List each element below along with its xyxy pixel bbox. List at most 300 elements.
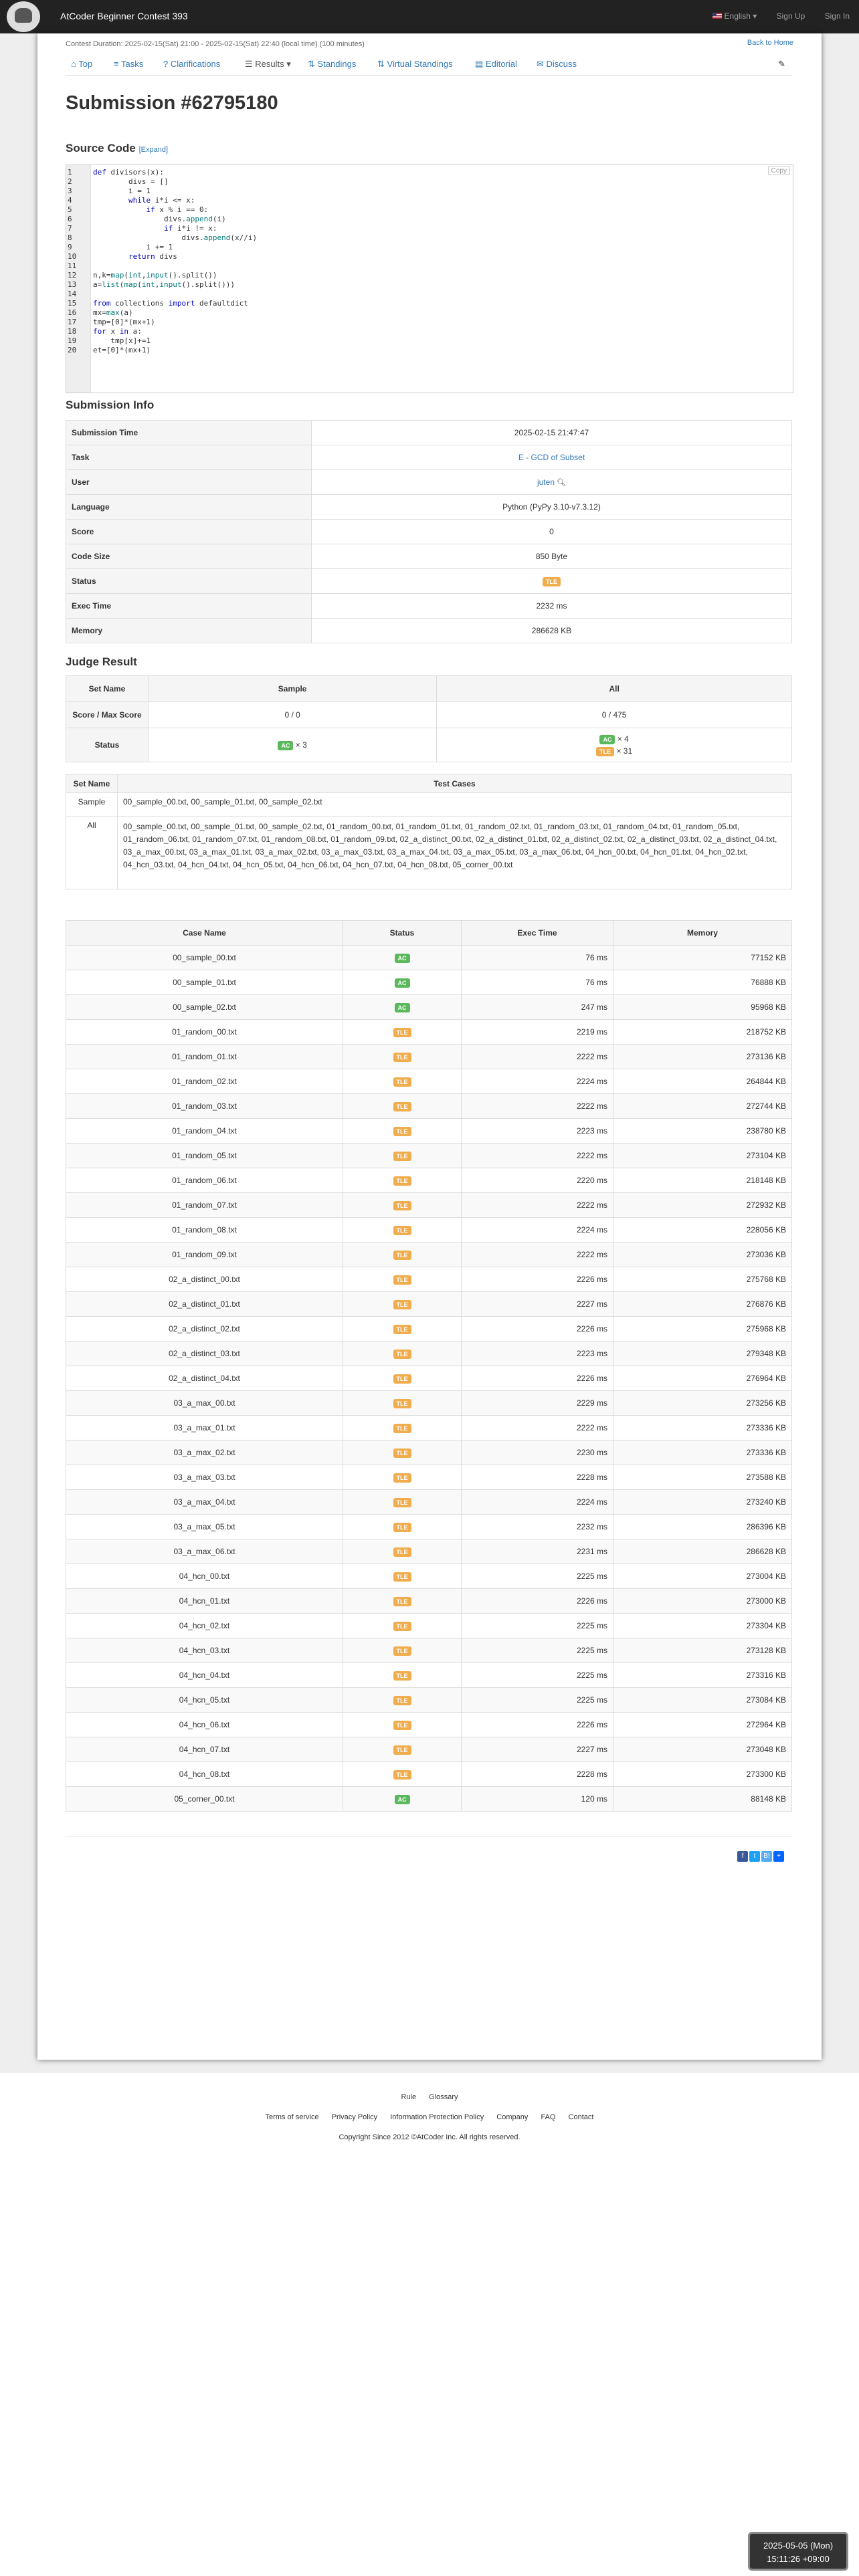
case-exec-time: 76 ms — [462, 946, 613, 970]
contact-link[interactable]: Contact — [568, 2113, 594, 2121]
tle-badge: TLE — [393, 1770, 411, 1780]
twitter-icon[interactable]: t — [749, 1851, 760, 1862]
tab-clarifications[interactable]: ? Clarifications — [163, 59, 221, 69]
sign-in-link[interactable]: Sign In — [824, 11, 850, 21]
tle-badge: TLE — [393, 1671, 411, 1681]
table-row — [66, 1614, 792, 1638]
case-memory: 279348 KB — [613, 1341, 792, 1366]
case-memory: 273300 KB — [613, 1762, 792, 1787]
sign-up-link[interactable]: Sign Up — [776, 11, 805, 21]
case-name: 02_a_distinct_03.txt — [66, 1341, 343, 1366]
facebook-icon[interactable]: f — [737, 1851, 748, 1862]
top-navbar — [0, 0, 859, 33]
case-name: 04_hcn_01.txt — [66, 1589, 343, 1614]
case-status — [343, 1045, 462, 1069]
tle-badge: TLE — [393, 1448, 411, 1458]
tle-badge: TLE — [393, 1374, 411, 1384]
tle-badge: TLE — [393, 1226, 411, 1235]
pin-icon[interactable]: ✎ — [778, 59, 785, 69]
ac-badge: AC — [278, 741, 293, 750]
tle-badge: TLE — [393, 1350, 411, 1359]
judge-all-status: AC × 4 TLE × 31 — [437, 728, 792, 762]
case-status — [343, 1737, 462, 1762]
tle-badge: TLE — [393, 1028, 411, 1037]
case-name: 04_hcn_02.txt — [66, 1614, 343, 1638]
case-exec-time: 2229 ms — [462, 1391, 613, 1416]
line-number: 2 — [68, 177, 72, 186]
table-row — [66, 1490, 792, 1515]
case-memory: 273004 KB — [613, 1564, 792, 1589]
case-memory: 286628 KB — [613, 1539, 792, 1564]
table-row — [66, 1144, 792, 1168]
case-memory: 273048 KB — [613, 1737, 792, 1762]
info-value: 850 Byte — [312, 544, 792, 569]
faq-link[interactable]: FAQ — [541, 2113, 556, 2121]
info-row — [66, 470, 792, 495]
results-col-case: Case Name — [66, 921, 343, 946]
table-row — [66, 1119, 792, 1144]
case-status — [343, 1069, 462, 1094]
case-name: 03_a_max_01.txt — [66, 1416, 343, 1440]
info-label: User — [66, 470, 312, 495]
submission-info-heading: Submission Info — [66, 399, 155, 411]
info-row — [66, 569, 792, 594]
table-row — [66, 1688, 792, 1713]
info-value: 286628 KB — [312, 619, 792, 643]
table-row — [66, 1243, 792, 1267]
table-row — [66, 946, 792, 970]
tle-badge: TLE — [393, 1473, 411, 1483]
results-col-memory: Memory — [613, 921, 792, 946]
case-status — [343, 970, 462, 995]
info-label: Code Size — [66, 544, 312, 569]
case-exec-time: 76 ms — [462, 970, 613, 995]
case-exec-time: 2224 ms — [462, 1218, 613, 1243]
question-icon: ? — [163, 59, 169, 69]
info-label: Language — [66, 495, 312, 520]
case-status — [343, 1515, 462, 1539]
table-row — [66, 1416, 792, 1440]
case-name: 01_random_06.txt — [66, 1168, 343, 1193]
case-status — [343, 1589, 462, 1614]
case-exec-time: 2222 ms — [462, 1193, 613, 1218]
case-exec-time: 2228 ms — [462, 1465, 613, 1490]
user-link[interactable]: juten — [537, 477, 555, 487]
tle-badge: TLE — [393, 1300, 411, 1309]
code-text: while i*i <= x: — [128, 196, 195, 205]
footer-row-2 — [0, 2113, 859, 2121]
case-name: 02_a_distinct_00.txt — [66, 1267, 343, 1292]
case-status — [343, 1713, 462, 1737]
test-sets-table — [66, 774, 792, 889]
table-row — [66, 995, 792, 1020]
case-exec-time: 2227 ms — [462, 1292, 613, 1317]
tle-badge: TLE — [393, 1597, 411, 1606]
case-exec-time: 2223 ms — [462, 1119, 613, 1144]
case-memory: 272932 KB — [613, 1193, 792, 1218]
case-name: 01_random_04.txt — [66, 1119, 343, 1144]
case-memory: 238780 KB — [613, 1119, 792, 1144]
company-link[interactable]: Company — [496, 2113, 529, 2121]
sets-col-test-cases: Test Cases — [118, 775, 792, 793]
case-status — [343, 1440, 462, 1465]
case-exec-time: 2225 ms — [462, 1614, 613, 1638]
case-name: 01_random_00.txt — [66, 1020, 343, 1045]
table-row — [66, 1737, 792, 1762]
case-name: 00_sample_00.txt — [66, 946, 343, 970]
info-status — [312, 569, 792, 594]
case-memory: 273588 KB — [613, 1465, 792, 1490]
table-row — [66, 1069, 792, 1094]
back-to-home-link[interactable]: Back to Home — [747, 39, 793, 47]
case-name: 04_hcn_00.txt — [66, 1564, 343, 1589]
case-memory: 273256 KB — [613, 1391, 792, 1416]
judge-score-label: Score / Max Score — [66, 702, 149, 728]
case-exec-time: 120 ms — [462, 1787, 613, 1812]
case-exec-time: 2226 ms — [462, 1267, 613, 1292]
code-text: divs.append(i) — [93, 215, 226, 223]
info-row — [66, 445, 792, 470]
case-exec-time: 2225 ms — [462, 1663, 613, 1688]
case-memory: 273136 KB — [613, 1045, 792, 1069]
case-exec-time: 2219 ms — [462, 1020, 613, 1045]
case-memory: 264844 KB — [613, 1069, 792, 1094]
code-text: i = 1 — [93, 187, 151, 195]
info-label: Task — [66, 445, 312, 470]
tab-virtual-standings[interactable]: ⇅ Virtual Standings — [377, 59, 453, 69]
copyright: Copyright Since 2012 ©AtCoder Inc. All rights reserved. — [339, 2133, 520, 2141]
case-memory: 273128 KB — [613, 1638, 792, 1663]
info-value: 2232 ms — [312, 594, 792, 619]
info-row — [66, 520, 792, 544]
case-memory: 76888 KB — [613, 970, 792, 995]
tle-badge: TLE — [393, 1547, 411, 1557]
case-exec-time: 2226 ms — [462, 1589, 613, 1614]
book-icon: ▤ — [475, 59, 484, 69]
code-text: tmp[x]+=1 — [93, 336, 151, 345]
case-exec-time: 2223 ms — [462, 1341, 613, 1366]
case-name: 02_a_distinct_01.txt — [66, 1292, 343, 1317]
case-exec-time: 2224 ms — [462, 1490, 613, 1515]
contest-duration: Contest Duration: 2025-02-15(Sat) 21:00 - 2025-02-15(Sat) 22:40 (local time) (100 minutes) — [66, 40, 365, 48]
case-status — [343, 1243, 462, 1267]
tle-badge: TLE — [393, 1201, 411, 1210]
line-number: 15 — [68, 299, 77, 308]
hatena-icon[interactable]: B! — [761, 1851, 772, 1862]
tab-tasks[interactable]: ≡ Tasks — [114, 59, 144, 69]
tle-badge: TLE — [393, 1696, 411, 1705]
line-number: 14 — [68, 290, 77, 298]
case-name: 04_hcn_08.txt — [66, 1762, 343, 1787]
set-name-all: All — [66, 817, 118, 889]
table-row — [66, 1218, 792, 1243]
code-text: if x % i == 0: — [146, 205, 209, 214]
judge-status-label: Status — [66, 728, 149, 762]
case-name: 03_a_max_04.txt — [66, 1490, 343, 1515]
case-memory: 273240 KB — [613, 1490, 792, 1515]
set-name-sample: Sample — [66, 793, 118, 817]
submission-info-table — [66, 420, 792, 643]
case-memory: 218148 KB — [613, 1168, 792, 1193]
case-name: 00_sample_02.txt — [66, 995, 343, 1020]
tab-standings[interactable]: ⇅ Standings — [308, 59, 357, 69]
atcoder-logo[interactable] — [7, 1, 40, 32]
code-text: divs = [] — [93, 177, 169, 186]
sort-icon: ⇅ — [308, 59, 315, 69]
info-value-link — [312, 445, 792, 470]
case-exec-time: 2230 ms — [462, 1440, 613, 1465]
task-link[interactable]: E - GCD of Subset — [518, 453, 585, 462]
case-memory: 273104 KB — [613, 1144, 792, 1168]
case-memory: 272744 KB — [613, 1094, 792, 1119]
tle-badge: TLE — [393, 1176, 411, 1186]
case-status — [343, 1688, 462, 1713]
results-col-status: Status — [343, 921, 462, 946]
judge-result-table — [66, 675, 792, 762]
code-text: i += 1 — [93, 243, 173, 251]
judge-sample-status: AC × 3 — [149, 728, 437, 762]
case-name: 03_a_max_00.txt — [66, 1391, 343, 1416]
case-status — [343, 1341, 462, 1366]
tle-badge: TLE — [393, 1646, 411, 1656]
case-name: 04_hcn_03.txt — [66, 1638, 343, 1663]
rule-link[interactable]: Rule — [401, 2093, 417, 2101]
case-status — [343, 1391, 462, 1416]
case-name: 01_random_01.txt — [66, 1045, 343, 1069]
case-status — [343, 1787, 462, 1812]
case-name: 03_a_max_03.txt — [66, 1465, 343, 1490]
info-protection-link[interactable]: Information Protection Policy — [390, 2113, 484, 2121]
case-memory: 273000 KB — [613, 1589, 792, 1614]
tab-results[interactable]: ☰ Results ▾ — [245, 59, 291, 69]
case-memory: 286396 KB — [613, 1515, 792, 1539]
case-status — [343, 1317, 462, 1341]
tle-badge: TLE — [393, 1251, 411, 1260]
case-memory: 273084 KB — [613, 1688, 792, 1713]
code-text: from collections import defaultdict — [93, 299, 248, 308]
case-name: 02_a_distinct_02.txt — [66, 1317, 343, 1341]
case-name: 03_a_max_05.txt — [66, 1515, 343, 1539]
case-status — [343, 1292, 462, 1317]
tle-badge: TLE — [393, 1622, 411, 1631]
copy-button[interactable]: Copy — [768, 167, 790, 175]
case-status — [343, 1564, 462, 1589]
line-number: 9 — [68, 243, 72, 251]
code-text: n,k=map(int,input().split()) — [93, 271, 217, 280]
case-name: 00_sample_01.txt — [66, 970, 343, 995]
case-name: 01_random_03.txt — [66, 1094, 343, 1119]
case-memory: 276964 KB — [613, 1366, 792, 1391]
case-memory: 218752 KB — [613, 1020, 792, 1045]
case-name: 03_a_max_06.txt — [66, 1539, 343, 1564]
code-text: def divisors(x): — [93, 168, 164, 177]
info-value-link — [312, 470, 792, 495]
language-dropdown[interactable]: English ▾ — [712, 11, 757, 21]
table-row — [66, 1713, 792, 1737]
code-text: for x in a: — [93, 327, 142, 336]
case-memory: 275968 KB — [613, 1317, 792, 1341]
case-exec-time: 2226 ms — [462, 1713, 613, 1737]
tab-editorial[interactable]: ▤ Editorial — [475, 59, 517, 69]
table-row — [66, 1391, 792, 1416]
list-icon: ☰ — [245, 59, 253, 69]
judge-col-sample: Sample — [149, 676, 437, 702]
line-number: 19 — [68, 336, 77, 345]
case-memory: 95968 KB — [613, 995, 792, 1020]
case-name: 03_a_max_02.txt — [66, 1440, 343, 1465]
source-code-block — [66, 165, 793, 393]
info-row — [66, 619, 792, 643]
case-status — [343, 1762, 462, 1787]
case-name: 01_random_09.txt — [66, 1243, 343, 1267]
table-row — [66, 1366, 792, 1391]
code-text: divs.append(x//i) — [93, 233, 258, 242]
table-row — [66, 1317, 792, 1341]
sort-icon: ⇅ — [377, 59, 385, 69]
case-status — [343, 1094, 462, 1119]
case-memory: 272964 KB — [613, 1713, 792, 1737]
code-text: if i*i != x: — [163, 224, 217, 233]
info-row — [66, 495, 792, 520]
ac-badge: AC — [395, 1003, 410, 1012]
divider — [66, 1836, 792, 1837]
case-name: 05_corner_00.txt — [66, 1787, 343, 1812]
info-row — [66, 421, 792, 445]
table-row — [66, 1589, 792, 1614]
case-memory: 273336 KB — [613, 1440, 792, 1465]
tle-badge: TLE — [393, 1275, 411, 1285]
table-row — [66, 1292, 792, 1317]
table-row — [66, 1539, 792, 1564]
tle-badge: TLE — [393, 1745, 411, 1755]
share-plus-icon[interactable]: + — [773, 1851, 784, 1862]
case-status — [343, 1144, 462, 1168]
line-number: 7 — [68, 224, 72, 233]
table-row — [66, 1267, 792, 1292]
case-status — [343, 1416, 462, 1440]
table-row — [66, 1564, 792, 1589]
navbar-right — [695, 11, 850, 21]
line-number: 17 — [68, 318, 77, 326]
results-col-time: Exec Time — [462, 921, 613, 946]
info-value: Python (PyPy 3.10-v7.3.12) — [312, 495, 792, 520]
code-text: mx=max(a) — [93, 308, 133, 317]
case-exec-time: 2225 ms — [462, 1638, 613, 1663]
tle-badge: TLE — [393, 1053, 411, 1062]
tle-badge: TLE — [393, 1523, 411, 1532]
glossary-link[interactable]: Glossary — [429, 2093, 458, 2101]
line-number: 4 — [68, 196, 72, 205]
case-exec-time: 2226 ms — [462, 1317, 613, 1341]
info-label: Score — [66, 520, 312, 544]
code-text: tmp=[0]*(mx+1) — [93, 318, 155, 326]
table-row — [66, 1515, 792, 1539]
tle-badge: TLE — [393, 1721, 411, 1730]
table-row — [66, 1193, 792, 1218]
expand-link[interactable]: [Expand] — [138, 146, 169, 154]
info-row — [66, 594, 792, 619]
case-status — [343, 1193, 462, 1218]
line-number: 16 — [68, 308, 77, 317]
line-number: 8 — [68, 233, 72, 242]
line-number: 20 — [68, 346, 77, 354]
line-number: 1 — [68, 168, 72, 177]
line-number: 18 — [68, 327, 77, 336]
code-text: a=list(map(int,input().split())) — [93, 280, 235, 289]
case-name: 04_hcn_07.txt — [66, 1737, 343, 1762]
case-name: 01_random_02.txt — [66, 1069, 343, 1094]
page-title: Submission #62795180 — [66, 92, 278, 114]
case-memory: 273304 KB — [613, 1614, 792, 1638]
line-number: 6 — [68, 215, 72, 223]
table-row — [66, 1465, 792, 1490]
table-row — [66, 1020, 792, 1045]
table-row — [66, 1440, 792, 1465]
info-row — [66, 544, 792, 569]
judge-all-score: 0 / 475 — [437, 702, 792, 728]
case-name: 01_random_08.txt — [66, 1218, 343, 1243]
comment-icon: ✉ — [537, 59, 544, 69]
info-label: Submission Time — [66, 421, 312, 445]
line-number: 13 — [68, 280, 77, 289]
case-status — [343, 1490, 462, 1515]
case-exec-time: 247 ms — [462, 995, 613, 1020]
contest-nav-tabs — [66, 55, 792, 76]
case-results-table — [66, 920, 792, 1812]
tle-badge: TLE — [393, 1152, 411, 1161]
case-name: 01_random_07.txt — [66, 1193, 343, 1218]
case-status — [343, 1539, 462, 1564]
terms-link[interactable]: Terms of service — [265, 2113, 319, 2121]
flag-icon — [712, 13, 722, 19]
case-memory: 275768 KB — [613, 1267, 792, 1292]
case-status — [343, 1020, 462, 1045]
case-name: 04_hcn_05.txt — [66, 1688, 343, 1713]
contest-name[interactable]: AtCoder Beginner Contest 393 — [60, 11, 188, 21]
tle-badge: TLE — [393, 1077, 411, 1087]
ac-badge: AC — [599, 735, 615, 744]
tle-badge: TLE — [393, 1498, 411, 1507]
table-row — [66, 970, 792, 995]
case-memory: 276876 KB — [613, 1292, 792, 1317]
set-cases-all: 00_sample_00.txt, 00_sample_01.txt, 00_sample_02.txt, 01_random_00.txt, 01_random_01.txt, 01_random_02.txt, 01_random_03.txt, 01_random_04.txt, 01_random_05.txt, 01_random_06.txt, 01_random_07.txt, 01_random_08.txt, 01_random_09.txt, 02_a_distinct_00.txt, 02_a_distinct_01.txt, 02_a_distinct_02.txt, 02_a_distinct_03.txt, 02_a_distinct_04.txt, 03_a_max_00.txt, 03_a_max_01.txt, 03_a_max_02.txt, 03_a_max_03.txt, 03_a_max_04.txt, 03_a_max_05.txt, 03_a_max_06.txt, 04_hcn_00.txt, 04_hcn_01.txt, 04_hcn_02.txt, 04_hcn_03.txt, 04_hcn_04.txt, 04_hcn_05.txt, 04_hcn_06.txt, 04_hcn_07.txt, 04_hcn_08.txt, 05_corner_00.txt — [118, 817, 792, 889]
case-exec-time: 2222 ms — [462, 1416, 613, 1440]
tab-top[interactable]: ⌂ Top — [71, 59, 93, 69]
clock-time: 15:11:26 +09:00 — [767, 2554, 830, 2564]
case-status — [343, 1218, 462, 1243]
footer-row-1 — [0, 2093, 859, 2101]
case-exec-time: 2226 ms — [462, 1366, 613, 1391]
judge-col-all: All — [437, 676, 792, 702]
tle-badge: TLE — [393, 1102, 411, 1111]
case-exec-time: 2222 ms — [462, 1243, 613, 1267]
tab-discuss[interactable]: ✉ Discuss — [537, 59, 577, 69]
search-icon[interactable]: 🔍︎ — [555, 479, 567, 487]
case-status — [343, 1614, 462, 1638]
table-row — [66, 1762, 792, 1787]
ac-badge: AC — [395, 978, 410, 988]
privacy-link[interactable]: Privacy Policy — [331, 2113, 378, 2121]
table-row — [66, 1045, 792, 1069]
case-name: 02_a_distinct_04.txt — [66, 1366, 343, 1391]
case-exec-time: 2225 ms — [462, 1688, 613, 1713]
info-label: Status — [66, 569, 312, 594]
case-memory: 228056 KB — [613, 1218, 792, 1243]
case-status — [343, 1366, 462, 1391]
tle-badge: TLE — [393, 1325, 411, 1334]
case-name: 04_hcn_04.txt — [66, 1663, 343, 1688]
info-value: 0 — [312, 520, 792, 544]
